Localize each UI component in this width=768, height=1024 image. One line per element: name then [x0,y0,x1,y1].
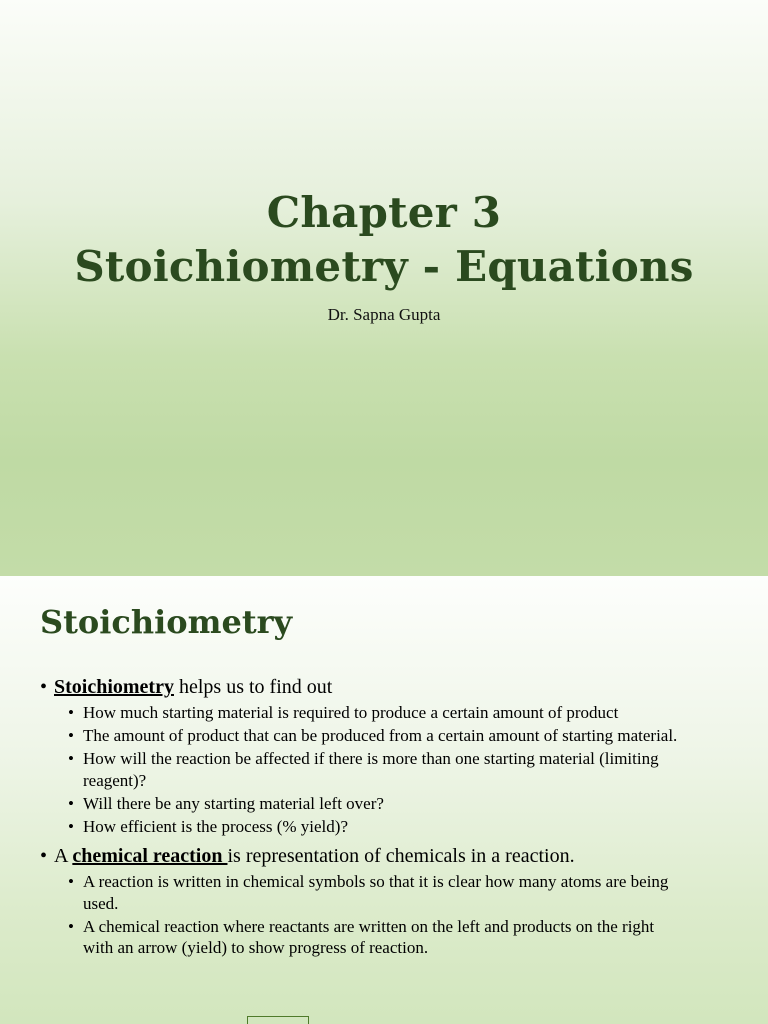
bullet-icon: • [68,916,74,936]
sub-bullet-text: A reaction is written in chemical symbols so that it is clear how many atoms are being used. [83,872,669,913]
sub-bullet-text: How will the reaction be affected if there is more than one starting material (limiting reagent)? [83,749,659,790]
sub-bullet-list [68,871,740,959]
bullet-icon: • [68,816,74,836]
slide-heading: Stoichiometry [40,603,293,641]
sub-bullet-item [68,725,683,747]
sub-bullet-item [68,871,683,914]
sub-bullet-item [68,816,683,838]
bullet-item [40,843,740,869]
sub-bullet-text: How efficient is the process (% yield)? [83,816,348,836]
sub-bullet-text: The amount of product that can be produced from a certain amount of starting material. [83,726,678,745]
content-slide [0,576,768,1024]
sub-bullet-item [68,748,683,791]
equation-box [247,1016,309,1024]
sub-bullet-text: Will there be any starting material left over? [83,793,384,813]
bullet-icon: • [40,676,48,698]
bullet-item [40,674,740,700]
bullet-icon: • [68,703,74,722]
title-line-2: Stoichiometry - Equations [74,242,694,291]
bullet-icon: • [40,845,48,867]
bullet-text: helps us to find out [173,676,333,698]
bullet-text: is representation of chemicals in a reaction. [227,845,575,867]
bullet-icon: • [68,726,74,745]
bullet-list [40,674,740,965]
bullet-icon: • [68,872,74,891]
author-name: Dr. Sapna Gupta [327,305,441,324]
bullet-icon: • [68,793,74,813]
sub-bullet-item [68,916,683,959]
bullet-term: chemical reaction [72,845,228,867]
sub-bullet-list [68,702,740,837]
sub-bullet-text: A chemical reaction where reactants are written on the left and products on the right with an arrow (yield) to show progress of reaction. [83,916,655,957]
slide-title [0,186,768,294]
sub-bullet-item [68,702,683,724]
sub-bullet-item [68,793,683,815]
bullet-icon: • [68,749,74,768]
sub-bullet-text: How much starting material is required to produce a certain amount of product [83,703,619,722]
bullet-term: Stoichiometry [54,676,174,698]
bullet-prefix: A [54,845,73,867]
title-line-1: Chapter 3 [266,188,502,237]
